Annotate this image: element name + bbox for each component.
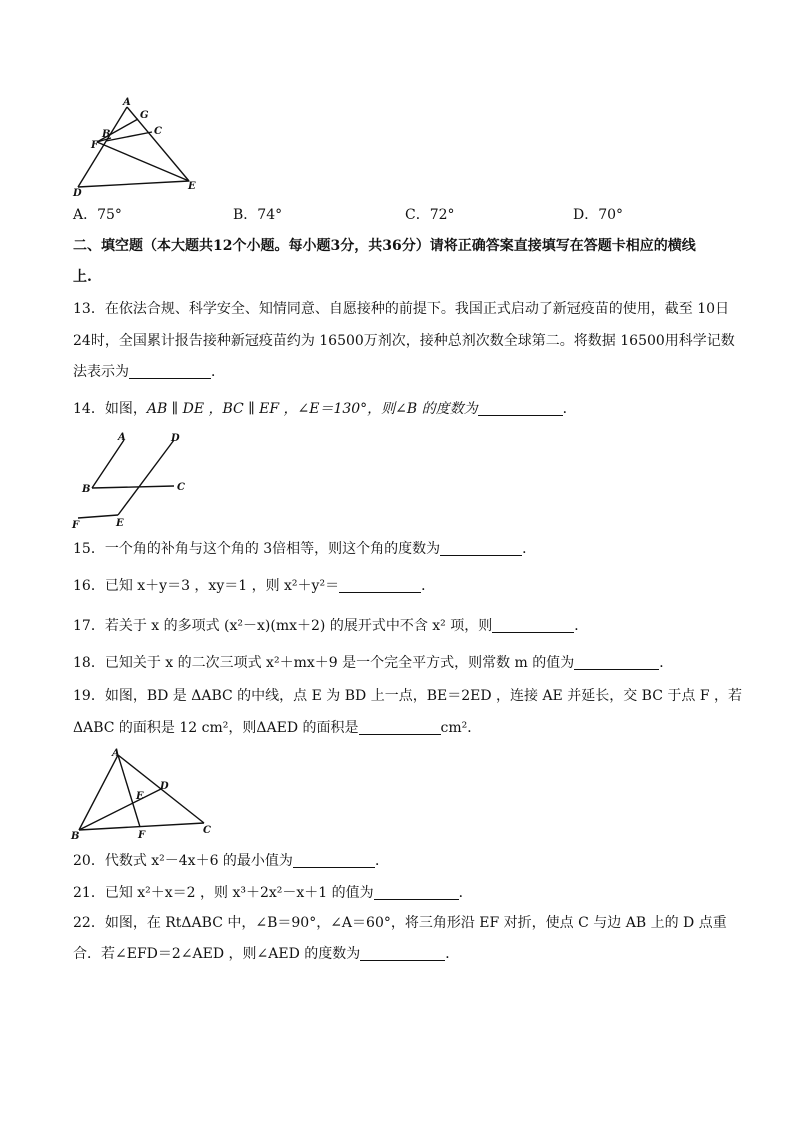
q19-answer-blank[interactable]: [359, 720, 441, 735]
q15-text: 15．一个角的补角与这个角的 3倍相等，则这个角的度数为: [73, 541, 441, 557]
q16-answer-blank[interactable]: [339, 578, 421, 593]
q14-prefix: 14．如图，: [73, 401, 147, 417]
q13-text: 法表示为: [73, 364, 129, 380]
q14: [73, 400, 577, 418]
q15-end: ．: [522, 541, 537, 557]
label-d: D: [171, 433, 180, 444]
q18-text: 18．已知关于 x 的二次三项式 x²＋mx＋9 是一个完全平方式，则常数 m 的值为: [73, 655, 575, 671]
q20: [73, 852, 389, 870]
label-a: A: [112, 748, 120, 759]
q19-line2: [73, 719, 481, 737]
q22-line1: 22．如图，在 RtΔABC 中，∠B＝90°，∠A＝60°，将三角形沿 EF 对折，使点 C 与边 AB 上的 D 点重: [73, 915, 727, 931]
q17-answer-blank[interactable]: [492, 618, 574, 633]
label-a: A: [118, 432, 126, 443]
q15-answer-blank[interactable]: [440, 541, 522, 556]
q14-end: ．: [562, 401, 577, 417]
q13-line3: [73, 363, 225, 381]
figure-q12: [70, 96, 205, 201]
q21-text: 21．已知 x²＋x＝2 ，则 x³＋2x²－x＋1 的值为: [73, 885, 374, 901]
section-heading: 二、填空题（本大题共12个小题。每小题3分，共36分）请将正确答案直接填写在答题卡相应的横线: [73, 238, 696, 254]
label-e: E: [188, 181, 196, 192]
q18-end: ．: [659, 655, 674, 671]
label-d: D: [160, 781, 169, 792]
q17-text: 17．若关于 x 的多项式 (x²－x)(mx＋2) 的展开式中不含 x² 项，则: [73, 618, 493, 634]
q18-answer-blank[interactable]: [574, 655, 659, 670]
figure-q14: [70, 430, 195, 530]
choice-c: C．72°: [405, 207, 455, 223]
label-b: B: [102, 129, 111, 140]
q20-text: 20．代数式 x²－4x＋6 的最小值为: [73, 853, 293, 869]
figure-q19: [70, 745, 220, 840]
q13-end: ．: [211, 364, 225, 380]
choice-b: B．74°: [233, 207, 283, 223]
label-g: G: [140, 110, 149, 121]
q22-end: ．: [445, 946, 460, 962]
q18: [73, 654, 673, 672]
q21: [73, 884, 473, 902]
label-e: E: [136, 791, 144, 802]
label-b: B: [71, 831, 80, 840]
q16: [73, 577, 435, 595]
q16-end: ．: [421, 578, 436, 594]
label-c: C: [154, 126, 162, 137]
q13-line1: 13．在依法合规、科学安全、知情同意、自愿接种的前提下。我国正式启动了新冠疫苗的使用，截至 10日: [73, 301, 730, 317]
label-b: B: [82, 484, 91, 495]
label-c: C: [177, 482, 185, 493]
q13-line2: 24时，全国累计报告接种新冠疫苗约为 16500万剂次，接种总剂次数全球第二。将数据 16500用科学记数: [73, 333, 735, 349]
q22-line2: [73, 945, 459, 963]
label-f: F: [72, 520, 80, 530]
label-d: D: [73, 188, 82, 199]
label-e: E: [116, 518, 124, 529]
q19-text: ΔABC 的面积是 12 cm²，则ΔAED 的面积是: [73, 720, 359, 736]
q13-answer-blank[interactable]: [129, 364, 211, 379]
q21-answer-blank[interactable]: [374, 885, 459, 900]
section-heading-cont: 上.: [73, 269, 92, 285]
q17: [73, 617, 588, 635]
label-c: C: [203, 825, 211, 836]
q21-end: ．: [458, 885, 473, 901]
q17-end: ．: [574, 618, 589, 634]
q14-answer-blank[interactable]: [478, 401, 563, 416]
choice-d: D．70°: [573, 207, 624, 223]
label-f: F: [91, 140, 99, 151]
q19-unit: cm²．: [440, 720, 482, 736]
q16-text: 16．已知 x＋y＝3 ，xy＝1 ，则 x²＋y²＝: [73, 578, 340, 594]
q14-text: AB ∥ DE ，BC ∥ EF ，∠E＝130°，则∠B 的度数为: [146, 401, 478, 417]
label-a: A: [123, 97, 131, 108]
q20-end: ．: [374, 853, 389, 869]
choice-a: A．75°: [73, 207, 122, 223]
q20-answer-blank[interactable]: [293, 853, 375, 868]
q15: [73, 540, 536, 558]
q22-answer-blank[interactable]: [360, 946, 445, 961]
q22-text: 合．若∠EFD＝2∠AED ，则∠AED 的度数为: [73, 946, 361, 962]
q19-line1: 19．如图，BD 是 ΔABC 的中线，点 E 为 BD 上一点，BE＝2ED ，连接 AE 并延长，交 BC 于点 F ，若: [73, 688, 743, 704]
label-f: F: [138, 830, 146, 840]
